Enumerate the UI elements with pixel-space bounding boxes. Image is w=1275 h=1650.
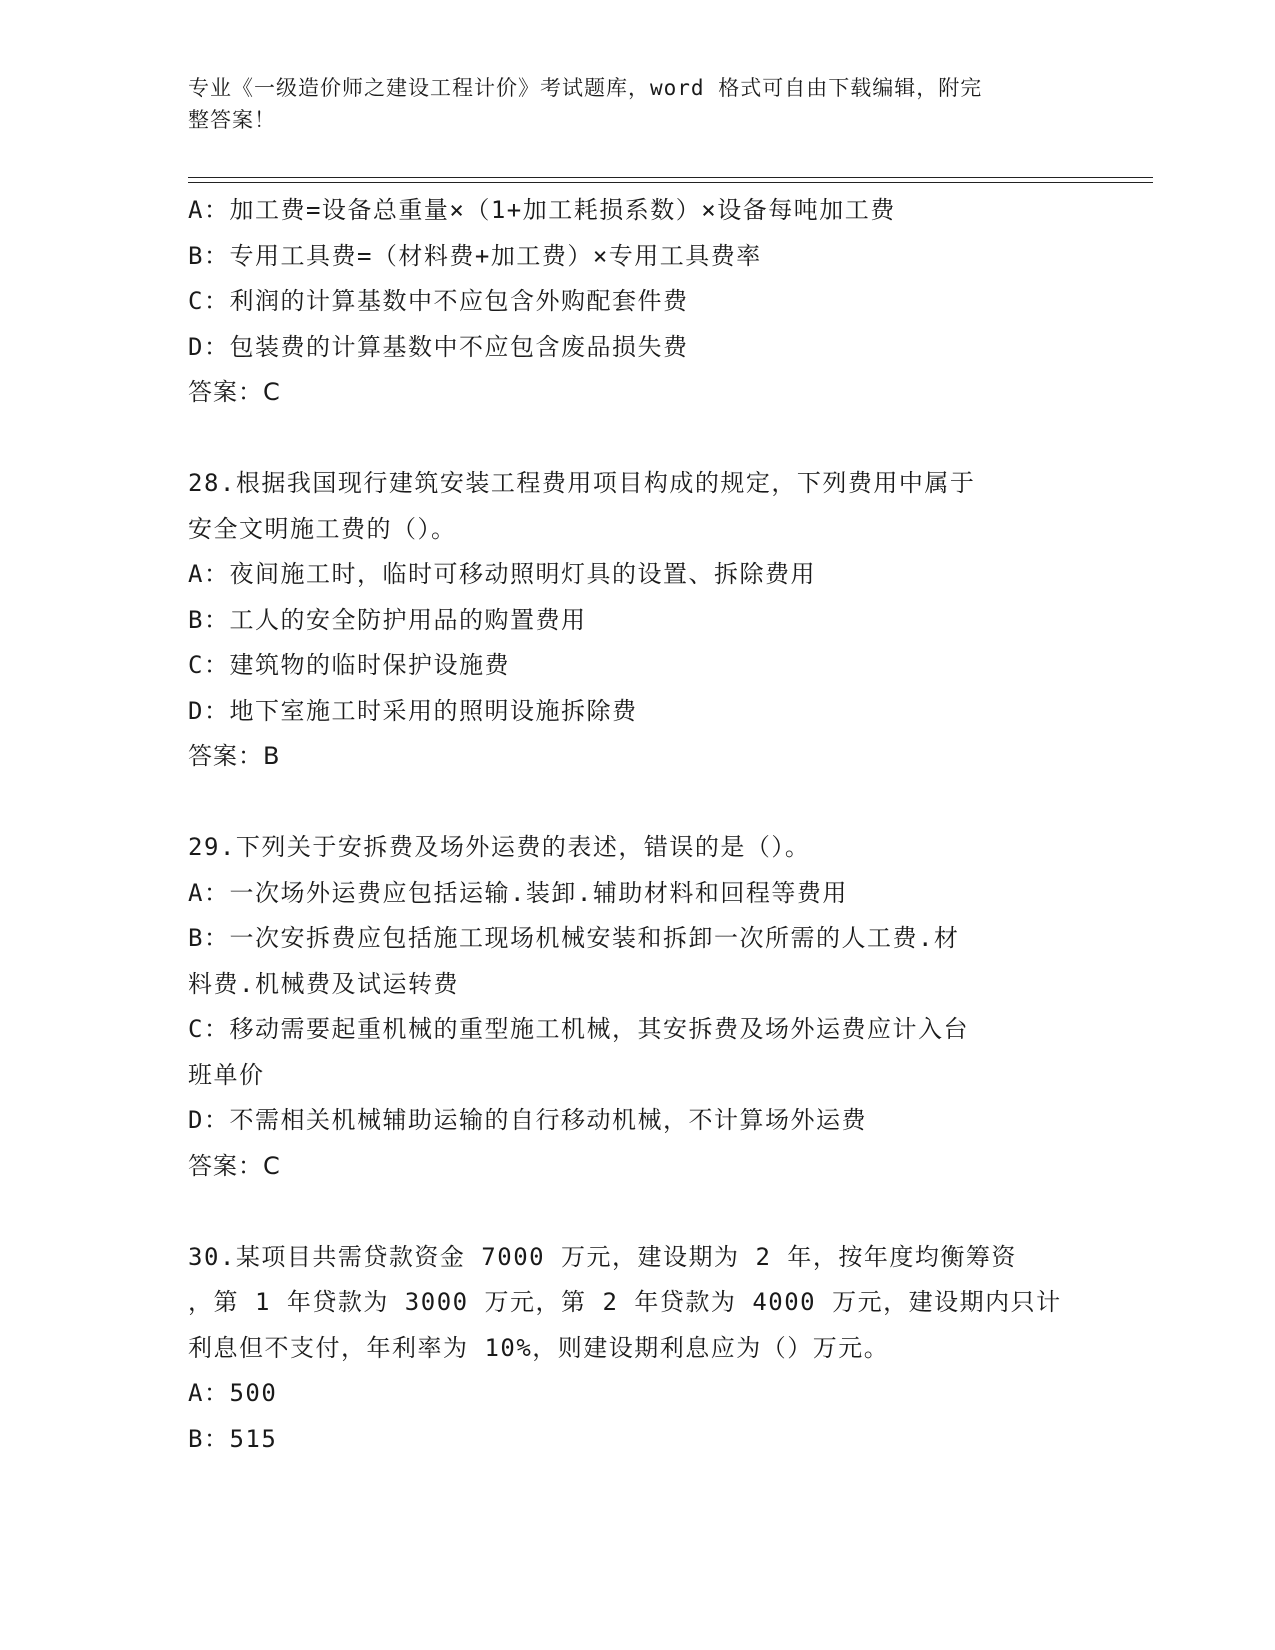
spacer (188, 416, 1088, 462)
option-a: A：加工费=设备总重量×（1+加工耗损系数）×设备每吨加工费 (188, 196, 896, 224)
spacer (188, 780, 1088, 826)
header-line-1: 专业《一级造价师之建设工程计价》考试题库，word 格式可自由下载编辑，附完 (188, 76, 983, 100)
answer: 答案：B (188, 742, 281, 770)
document-header (188, 72, 1068, 136)
question-text: 29.下列关于安拆费及场外运费的表述，错误的是（）。 (188, 833, 811, 861)
question-block-30 (188, 1235, 1088, 1463)
option-d: D：不需相关机械辅助运输的自行移动机械，不计算场外运费 (188, 1106, 867, 1134)
question-text: 28.根据我国现行建筑安装工程费用项目构成的规定，下列费用中属于 (188, 469, 976, 497)
header-divider-bottom (188, 182, 1153, 183)
header-divider-top (188, 177, 1153, 178)
question-block-27 (188, 188, 1088, 416)
answer: 答案：C (188, 1151, 281, 1180)
option-b: B：专用工具费=（材料费+加工费）×专用工具费率 (188, 241, 762, 270)
option-a: A：一次场外运费应包括运输.装卸.辅助材料和回程等费用 (188, 878, 848, 907)
option-a: A：500 (188, 1379, 278, 1407)
header-line-2: 整答案！ (188, 108, 276, 132)
option-c: C：建筑物的临时保护设施费 (188, 651, 510, 679)
question-text: 利息但不支付，年利率为 10%，则建设期利息应为（）万元。 (188, 1333, 890, 1362)
answer: 答案：C (188, 378, 281, 406)
question-list (188, 188, 1088, 1462)
question-text: 30.某项目共需贷款资金 7000 万元，建设期为 2 年，按年度均衡筹资 (188, 1242, 1017, 1271)
spacer (188, 1189, 1088, 1235)
option-a: A：夜间施工时，临时可移动照明灯具的设置、拆除费用 (188, 560, 816, 588)
option-b: B：工人的安全防护用品的购置费用 (188, 605, 587, 634)
option-d: D：地下室施工时采用的照明设施拆除费 (188, 696, 638, 725)
option-c: C：利润的计算基数中不应包含外购配套件费 (188, 287, 689, 315)
option-b-continued: 料费.机械费及试运转费 (188, 969, 459, 998)
option-d: D：包装费的计算基数中不应包含废品损失费 (188, 332, 689, 361)
option-b: B：515 (188, 1424, 278, 1453)
option-b: B：一次安拆费应包括施工现场机械安装和拆卸一次所需的人工费.材 (188, 924, 960, 952)
question-text: 安全文明施工费的（）。 (188, 514, 457, 543)
option-c-continued: 班单价 (188, 1060, 265, 1089)
question-text: ，第 1 年贷款为 3000 万元，第 2 年贷款为 4000 万元，建设期内只计 (188, 1288, 1062, 1316)
question-block-29 (188, 825, 1088, 1189)
option-c: C：移动需要起重机械的重型施工机械，其安拆费及场外运费应计入台 (188, 1015, 969, 1043)
question-block-28 (188, 461, 1088, 780)
